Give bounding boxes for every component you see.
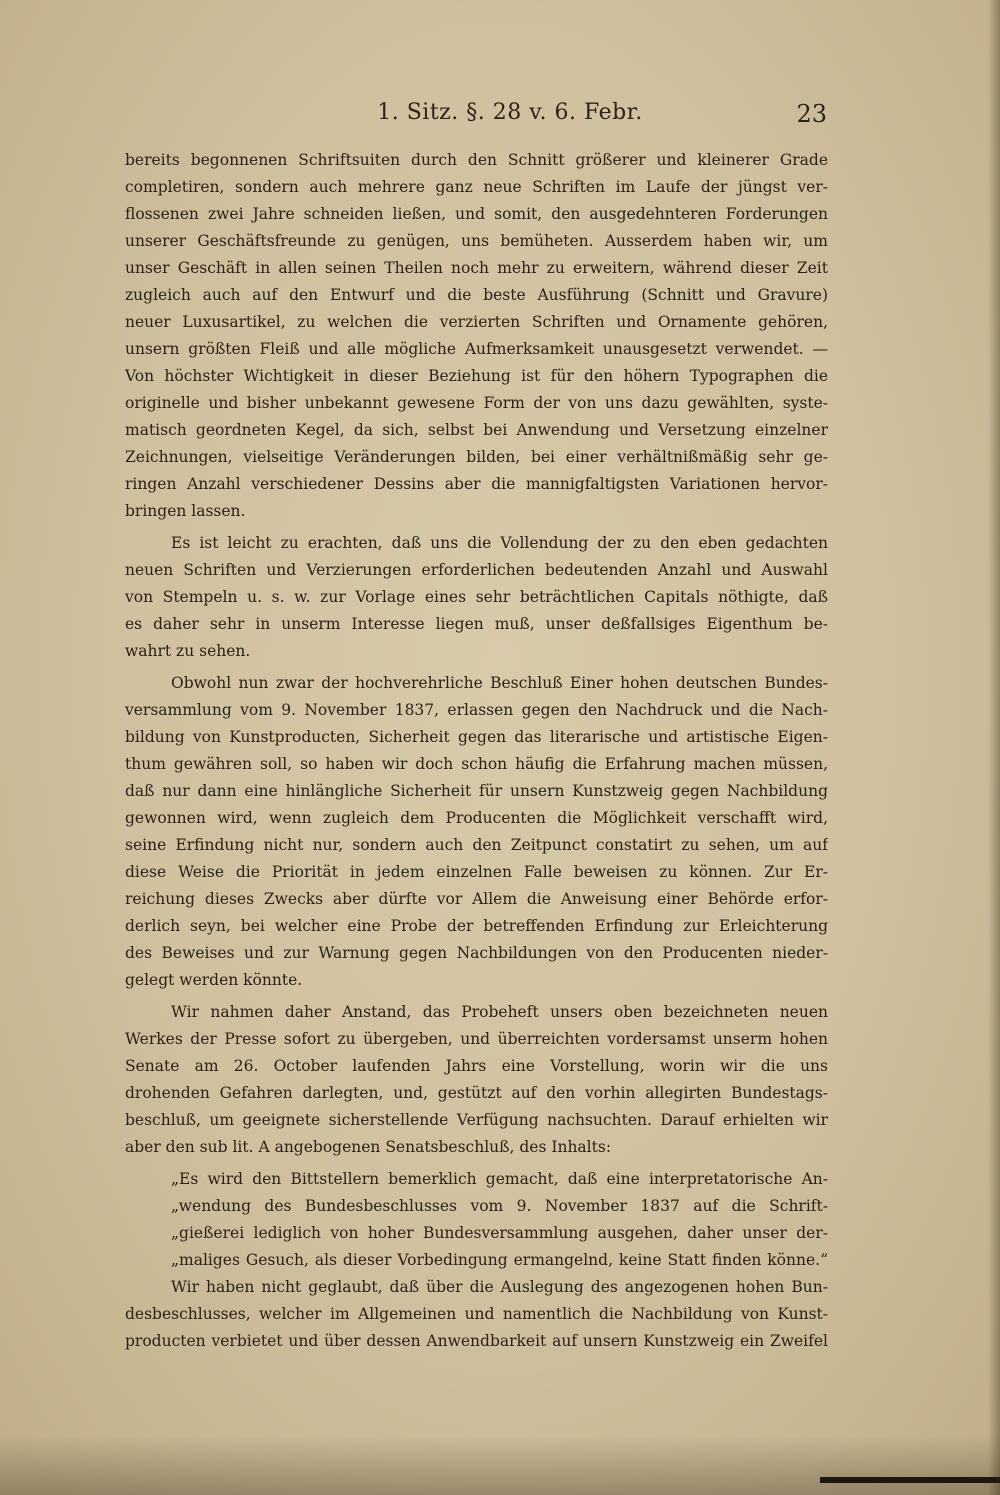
text-line: thum gewähren soll, so haben wir doch schon häufig die Erfahrung machen müssen, — [125, 755, 828, 773]
text-line: Wir haben nicht geglaubt, daß über die Auslegung des angezogenen hohen Bun- — [171, 1278, 828, 1296]
text-line: reichung dieses Zwecks aber dürfte vor Allem die Anweisung einer Behörde erfor- — [125, 890, 828, 908]
paragraph-3 — [125, 670, 828, 994]
text-line: gelegt werden könnte. — [125, 971, 303, 989]
page-number: 23 — [796, 100, 827, 128]
text-line: bringen lassen. — [125, 502, 246, 520]
text-line: unserer Geschäftsfreunde zu genügen, uns bemüheten. Ausserdem haben wir, um — [125, 232, 828, 250]
quote-line: „wendung des Bundesbeschlusses vom 9. November 1837 auf die Schrift- — [171, 1197, 828, 1215]
text-line: bereits begonnenen Schriftsuiten durch den Schnitt größerer und kleinerer Grade — [125, 151, 828, 169]
quoted-decision — [125, 1166, 828, 1274]
text-line: Werkes der Presse sofort zu übergeben, und überreichten vordersamst unserm hohen — [125, 1030, 828, 1048]
text-line: flossenen zwei Jahre schneiden ließen, und somit, den ausgedehnteren Forderungen — [125, 205, 828, 223]
paragraph-5 — [125, 1274, 828, 1355]
text-line: derlich seyn, bei welcher eine Probe der betreffenden Erfindung zur Erleichterung — [125, 917, 828, 935]
text-line: producten verbietet und über dessen Anwendbarkeit auf unsern Kunstzweig ein Zweifel — [125, 1332, 828, 1350]
text-line: Obwohl nun zwar der hochverehrliche Beschluß Einer hohen deutschen Bundes- — [171, 674, 828, 692]
text-line: des Beweises und zur Warnung gegen Nachbildungen von den Producenten nieder- — [125, 944, 828, 962]
paragraph-2 — [125, 530, 828, 665]
paragraph-4 — [125, 999, 828, 1161]
paragraph-1 — [125, 147, 828, 525]
text-line: Wir nahmen daher Anstand, das Probeheft unsers oben bezeichneten neuen — [171, 1003, 828, 1021]
text-line: es daher sehr in unserm Interesse liegen muß, unser deßfallsiges Eigenthum be- — [125, 615, 828, 633]
text-line: daß nur dann eine hinlängliche Sicherheit für unsern Kunstzweig gegen Nachbildung — [125, 782, 828, 800]
quote-line: „gießerei lediglich von hoher Bundesversammlung ausgehen, daher unser der- — [171, 1224, 828, 1242]
text-line: unsern größten Fleiß und alle mögliche Aufmerksamkeit unausgesetzt verwendet. — — [125, 340, 828, 358]
quote-line: „Es wird den Bittstellern bemerklich gemacht, daß eine interpretatorische An- — [171, 1170, 828, 1188]
text-line: Senate am 26. October laufenden Jahrs eine Vorstellung, worin wir die uns — [125, 1057, 828, 1075]
quote-line: „maliges Gesuch, als dieser Vorbedingung ermangelnd, keine Statt finden könne.“ — [171, 1251, 828, 1269]
text-line: beschluß, um geeignete sicherstellende Verfügung nachsuchten. Darauf erhielten wir — [125, 1111, 828, 1129]
page-body — [125, 147, 828, 1355]
running-head: 1. Sitz. §. 28 v. 6. Febr. — [377, 100, 643, 125]
text-line: von Stempeln u. s. w. zur Vorlage eines sehr beträchtlichen Capitals nöthigte, daß — [125, 588, 828, 606]
text-line: matisch geordneten Kegel, da sich, selbst bei Anwendung und Versetzung einzelner — [125, 421, 828, 439]
text-line: aber den sub lit. A angebogenen Senatsbeschluß, des Inhalts: — [125, 1138, 612, 1156]
text-line: Es ist leicht zu erachten, daß uns die Vollendung der zu den eben gedachten — [171, 534, 828, 552]
text-line: unser Geschäft in allen seinen Theilen noch mehr zu erweitern, während dieser Zeit — [125, 259, 828, 277]
text-line: Von höchster Wichtigkeit in dieser Beziehung ist für den höhern Typographen die — [125, 367, 828, 385]
text-line: seine Erfindung nicht nur, sondern auch den Zeitpunct constatirt zu sehen, um auf — [125, 836, 828, 854]
text-line: ringen Anzahl verschiedener Dessins aber die mannigfaltigsten Variationen hervor- — [125, 475, 828, 493]
text-line: bildung von Kunstproducten, Sicherheit gegen das literarische und artistische Eigen- — [125, 728, 828, 746]
text-line: completiren, sondern auch mehrere ganz neue Schriften im Laufe der jüngst ver- — [125, 178, 828, 196]
text-line: desbeschlusses, welcher im Allgemeinen und namentlich die Nachbildung von Kunst- — [125, 1305, 828, 1323]
text-line: versammlung vom 9. November 1837, erlassen gegen den Nachdruck und die Nach- — [125, 701, 828, 719]
text-line: drohenden Gefahren darlegten, und, gestützt auf den vorhin allegirten Bundestags- — [125, 1084, 828, 1102]
page-edge-shadow — [820, 1477, 1000, 1483]
page-header — [125, 100, 825, 134]
text-line: zugleich auch auf den Entwurf und die beste Ausführung (Schnitt und Gravure) — [125, 286, 828, 304]
text-line: gewonnen wird, wenn zugleich dem Producenten die Möglichkeit verschafft wird, — [125, 809, 828, 827]
text-line: neuen Schriften und Verzierungen erforderlichen bedeutenden Anzahl und Auswahl — [125, 561, 828, 579]
text-line: wahrt zu sehen. — [125, 642, 251, 660]
text-line: Zeichnungen, vielseitige Veränderungen bilden, bei einer verhältnißmäßig sehr ge- — [125, 448, 828, 466]
text-line: neuer Luxusartikel, zu welchen die verzierten Schriften und Ornamente gehören, — [125, 313, 828, 331]
text-line: originelle und bisher unbekannt gewesene Form der von uns dazu gewählten, syste- — [125, 394, 828, 412]
text-line: diese Weise die Priorität in jedem einzelnen Falle beweisen zu können. Zur Er- — [125, 863, 828, 881]
